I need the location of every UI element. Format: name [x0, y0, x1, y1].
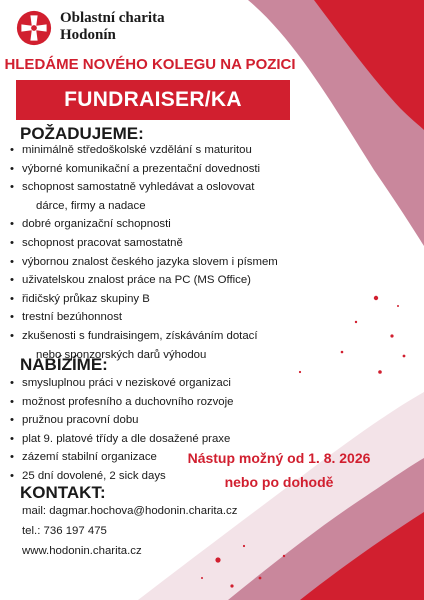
position-title: FUNDRAISER/KA [64, 88, 242, 111]
list-item: • smysluplnou práci v neziskové organizaci [10, 374, 234, 393]
requirements-list [10, 141, 278, 364]
organization-name-line1: Oblastní charita [60, 10, 165, 26]
list-item: • schopnost pracovat samostatně [10, 234, 278, 253]
organization-name [60, 10, 165, 44]
contact-email[interactable]: mail: dagmar.hochova@hodonin.charita.cz [22, 505, 238, 517]
list-item: • zázemí stabilní organizace [10, 448, 234, 467]
contact-phone[interactable]: tel.: 736 197 475 [22, 525, 107, 537]
list-item-continuation: nebo sponzorských darů výhodou [36, 348, 207, 361]
organization-name-line2: Hodonín [60, 27, 116, 43]
requirements-heading: POŽADUJEME: [20, 124, 144, 143]
start-date-line2: nebo po dohodě [224, 474, 334, 490]
list-item: • výbornou znalost českého jazyka slovem i písmem [10, 253, 278, 272]
list-item: • 25 dní dovolené, 2 sick days [10, 467, 234, 486]
list-item: • výborné komunikační a prezentační dovednosti [10, 160, 278, 179]
list-item: • trestní bezúhonnost [10, 308, 278, 327]
list-item: • minimálně středoškolské vzdělání s maturitou [10, 141, 278, 160]
list-item: • možnost profesního a duchovního rozvoje [10, 393, 234, 412]
list-item-continuation: dárce, firmy a nadace [36, 199, 146, 212]
contact-heading: KONTAKT: [20, 483, 106, 502]
list-item: • plat 9. platové třídy a dle dosažené praxe [10, 430, 234, 449]
list-item: • uživatelskou znalost práce na PC (MS Office) [10, 271, 278, 290]
list-item: • pružnou pracovní dobu [10, 411, 234, 430]
start-date-line1: Nástup možný od 1. 8. 2026 [187, 450, 371, 466]
list-item: • dobré organizační schopnosti [10, 215, 278, 234]
contact-web[interactable]: www.hodonin.charita.cz [22, 545, 142, 557]
offers-heading: NABÍZÍME: [20, 355, 108, 374]
list-item: • řidičský průkaz skupiny B [10, 290, 278, 309]
charita-cross-logo-icon [16, 10, 52, 46]
headline: HLEDÁME NOVÉHO KOLEGU NA POZICI [4, 56, 296, 73]
list-item: • zkušenosti s fundraisingem, získáváním dotací [10, 327, 278, 346]
position-banner [16, 80, 290, 120]
start-date-note [174, 446, 384, 494]
list-item: • schopnost samostatně vyhledávat a oslovovat [10, 178, 278, 197]
